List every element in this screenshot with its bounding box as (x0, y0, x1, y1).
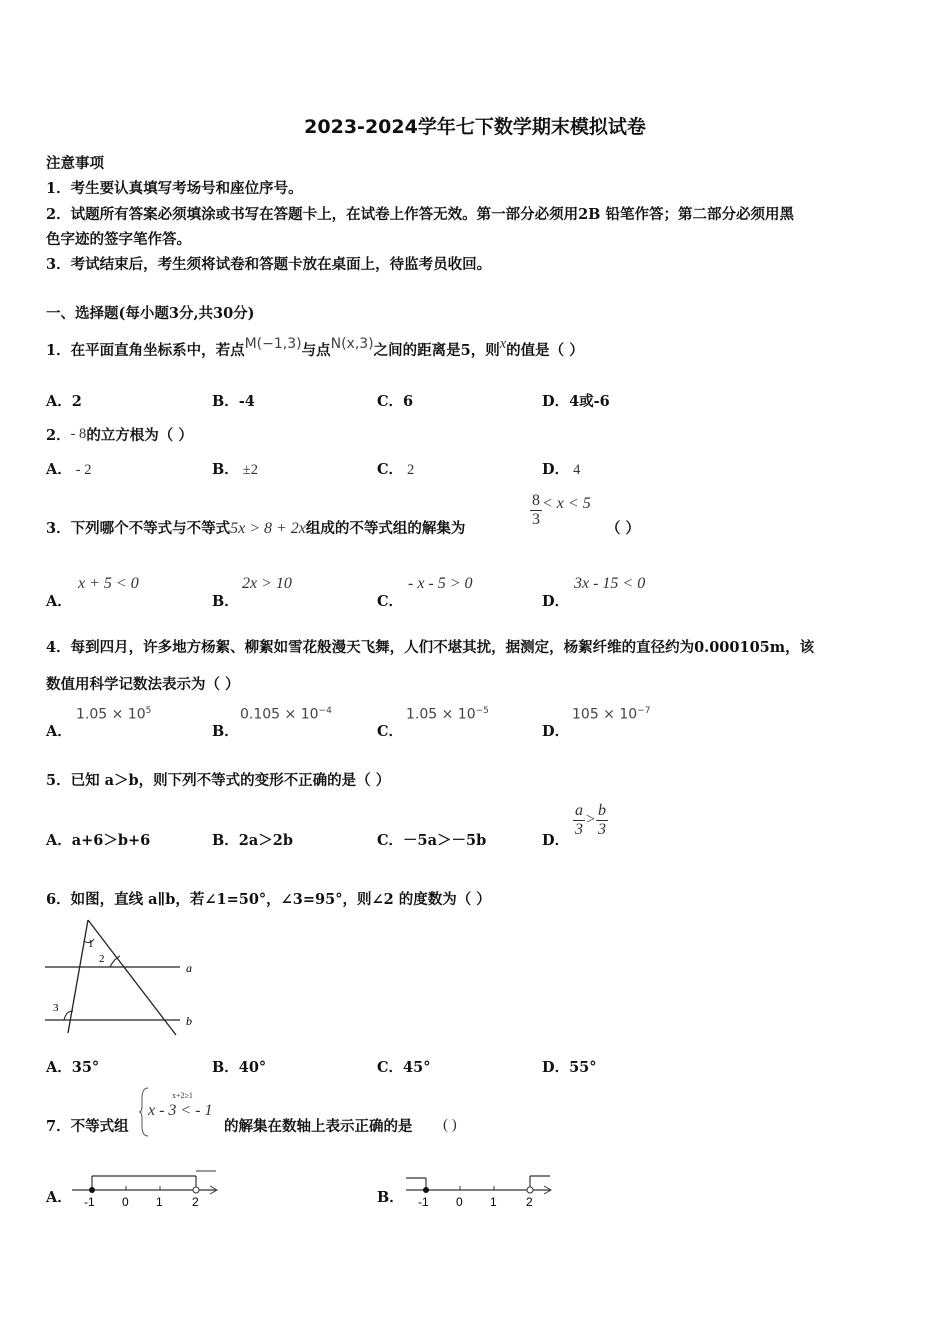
tick-label: -1 (84, 1195, 95, 1209)
q5-gt: > (586, 811, 596, 829)
q3-value-c: - x - 5 > 0 (408, 575, 473, 592)
q4-base-b: 0.105 × 10 (240, 706, 319, 723)
q5-frac-a-den: 3 (575, 820, 583, 838)
q1-option-c: C．6 (377, 393, 414, 410)
q1-option-d: D．4或-6 (542, 393, 610, 410)
q3-frac-num: 8 (532, 492, 540, 509)
q4-base-c: 1.05 × 10 (406, 706, 476, 723)
angle-label-1: 1 (88, 938, 94, 950)
notice-item-1: 1．考生要认真填写考场号和座位序号。 (46, 180, 303, 197)
transversal-right (88, 920, 176, 1035)
q4-line-1: 4．每到四月，许多地方杨絮、柳絮如雪花般漫天飞舞，人们不堪其扰，据测定，杨絮纤维的直径约为0.000105m，该 (46, 639, 815, 656)
question-5: 5．已知 a＞b，则下列不等式的变形不正确的是（ ） (46, 772, 391, 789)
q2-label-d: D． (542, 461, 570, 478)
q1-point-m: M(−1,3) (244, 336, 302, 352)
q3-value-a: x + 5 < 0 (78, 575, 139, 592)
q2-option-d (542, 458, 580, 479)
line-label-b: b (186, 1014, 192, 1028)
q4-value-c (406, 706, 489, 723)
q2-label-b: B． (212, 461, 239, 478)
q5-option-a: A．a+6＞b+6 (46, 832, 151, 849)
page-title: 2023-2024学年七下数学期末模拟试卷 (304, 116, 646, 138)
closed-dot (89, 1187, 95, 1193)
q5-frac-b-num: b (598, 802, 607, 819)
q5-frac-b (596, 802, 608, 838)
q7-paren: ( ) (443, 1117, 457, 1133)
q1-option-a: A．2 (46, 393, 82, 410)
question-6: 6．如图，直线 a∥b，若∠1=50°，∠3=95°，则∠2 的度数为（ ） (46, 891, 491, 908)
q6-option-a: A．35° (46, 1059, 100, 1076)
q4-value-a (76, 706, 151, 723)
q3-label-c: C． (377, 593, 404, 610)
q5-frac-a-num: a (575, 802, 583, 819)
q2-label-c: C． (377, 461, 404, 478)
q4-value-b (240, 706, 332, 723)
q5-option-d-math (573, 802, 608, 838)
q2-option-b (212, 458, 258, 479)
number-line-b (404, 1166, 564, 1211)
closed-dot (423, 1187, 429, 1193)
q4-value-d (572, 706, 650, 723)
tick-label: -1 (418, 1195, 429, 1209)
q4-label-b: B． (212, 723, 239, 740)
q2-text: 的立方根为（ ） (86, 427, 193, 444)
question-1 (46, 336, 584, 360)
q7-first-inequality: x+2≥1 (172, 1091, 193, 1100)
q4-exp-d: −7 (637, 706, 651, 716)
q1-var-x: x (499, 336, 507, 352)
q3-paren: （ ） (606, 520, 641, 537)
q5-option-c: C．－5a＞－5b (377, 832, 487, 849)
q3-frac-den: 3 (532, 510, 540, 528)
open-dot (193, 1187, 199, 1193)
q4-label-c: C． (377, 723, 404, 740)
angle-label-3: 3 (53, 1002, 59, 1014)
q2-label-a: A． (46, 461, 72, 478)
q3-fraction (530, 492, 542, 528)
q2-value-b: ±2 (242, 462, 258, 478)
line-label-a: a (186, 961, 192, 975)
angle-2-arc (110, 956, 120, 967)
notice-item-2-cont: 色字迹的签字笔作答。 (46, 231, 191, 248)
q3-solution-tail: < x < 5 (542, 495, 591, 513)
q3-label-d: D． (542, 593, 570, 610)
parallel-lines-figure (40, 915, 210, 1040)
q1-text-2: 与点 (301, 342, 331, 359)
q7-label-a: A． (46, 1189, 72, 1206)
q3-label-b: B． (212, 593, 239, 610)
q5-option-b: B．2a＞2b (212, 832, 293, 849)
question-2 (46, 424, 193, 445)
q3-text-2: 组成的不等式组的解集为 (305, 520, 466, 537)
q4-base-d: 105 × 10 (572, 706, 638, 723)
q4-exp-b: −4 (318, 706, 332, 716)
q1-point-n: N(x,3) (330, 336, 374, 352)
notice-heading: 注意事项 (46, 155, 104, 172)
q2-value-a: - 2 (75, 462, 92, 478)
q4-exp-a: 5 (145, 706, 152, 716)
q2-value-d: 4 (573, 462, 581, 478)
q2-num: 2． (46, 427, 71, 444)
transversal-left (68, 920, 88, 1033)
tick-label: 1 (156, 1195, 163, 1209)
q1-text-4: 的值是（ ） (506, 342, 584, 359)
q2-value-c: 2 (407, 462, 415, 478)
q4-line-2: 数值用科学记数法表示为（ ） (46, 676, 240, 693)
q5-frac-a (573, 802, 585, 838)
q3-inequality: 5x > 8 + 2x (230, 520, 306, 537)
brace-path (139, 1088, 148, 1136)
q3-value-d: 3x - 15 < 0 (574, 575, 646, 592)
q3-solution (530, 492, 591, 528)
tick-label: 2 (526, 1195, 533, 1209)
open-dot (527, 1187, 533, 1193)
q7-second-inequality: x - 3 < - 1 (148, 1102, 213, 1119)
q2-option-a (46, 458, 91, 479)
q6-option-c: C．45° (377, 1059, 431, 1076)
section-heading: 一、选择题(每小题3分,共30分) (46, 305, 255, 322)
q3-value-b: 2x > 10 (242, 575, 292, 592)
tick-label: 1 (490, 1195, 497, 1209)
q3-label-a: A． (46, 593, 72, 610)
q3-text-1: 3．下列哪个不等式与不等式 (46, 520, 231, 537)
q5-label-d: D． (542, 832, 570, 849)
tick-label: 0 (456, 1195, 463, 1209)
notice-item-2: 2．试题所有答案必须填涂或书写在答题卡上，在试卷上作答无效。第一部分必须用2B 铅笔作答；第二部分必须用黑 (46, 206, 794, 223)
q4-exp-c: −5 (475, 706, 489, 716)
q7-label-b: B． (377, 1189, 404, 1206)
q1-option-b: B．-4 (212, 393, 255, 410)
q1-text-3: 之间的距离是5，则 (373, 342, 500, 359)
q2-option-c (377, 458, 414, 479)
q4-label-a: A． (46, 723, 72, 740)
notice-item-3: 3．考试结束后，考生须将试卷和答题卡放在桌面上，待监考员收回。 (46, 256, 492, 273)
q7-text-2: 的解集在数轴上表示正确的是 (224, 1118, 413, 1135)
q6-option-d: D．55° (542, 1059, 597, 1076)
angle-label-2: 2 (99, 953, 105, 965)
q1-text-1: 1．在平面直角坐标系中，若点 (46, 342, 245, 359)
q2-math: - 8 (70, 426, 87, 442)
question-3 (46, 517, 465, 538)
tick-label: 0 (122, 1195, 129, 1209)
q6-option-b: B．40° (212, 1059, 267, 1076)
tick-label: 2 (192, 1195, 199, 1209)
q4-label-d: D． (542, 723, 570, 740)
q7-text-1: 7．不等式组 (46, 1118, 129, 1135)
q4-base-a: 1.05 × 10 (76, 706, 146, 723)
number-line-a (70, 1166, 230, 1211)
q5-frac-b-den: 3 (598, 820, 607, 838)
